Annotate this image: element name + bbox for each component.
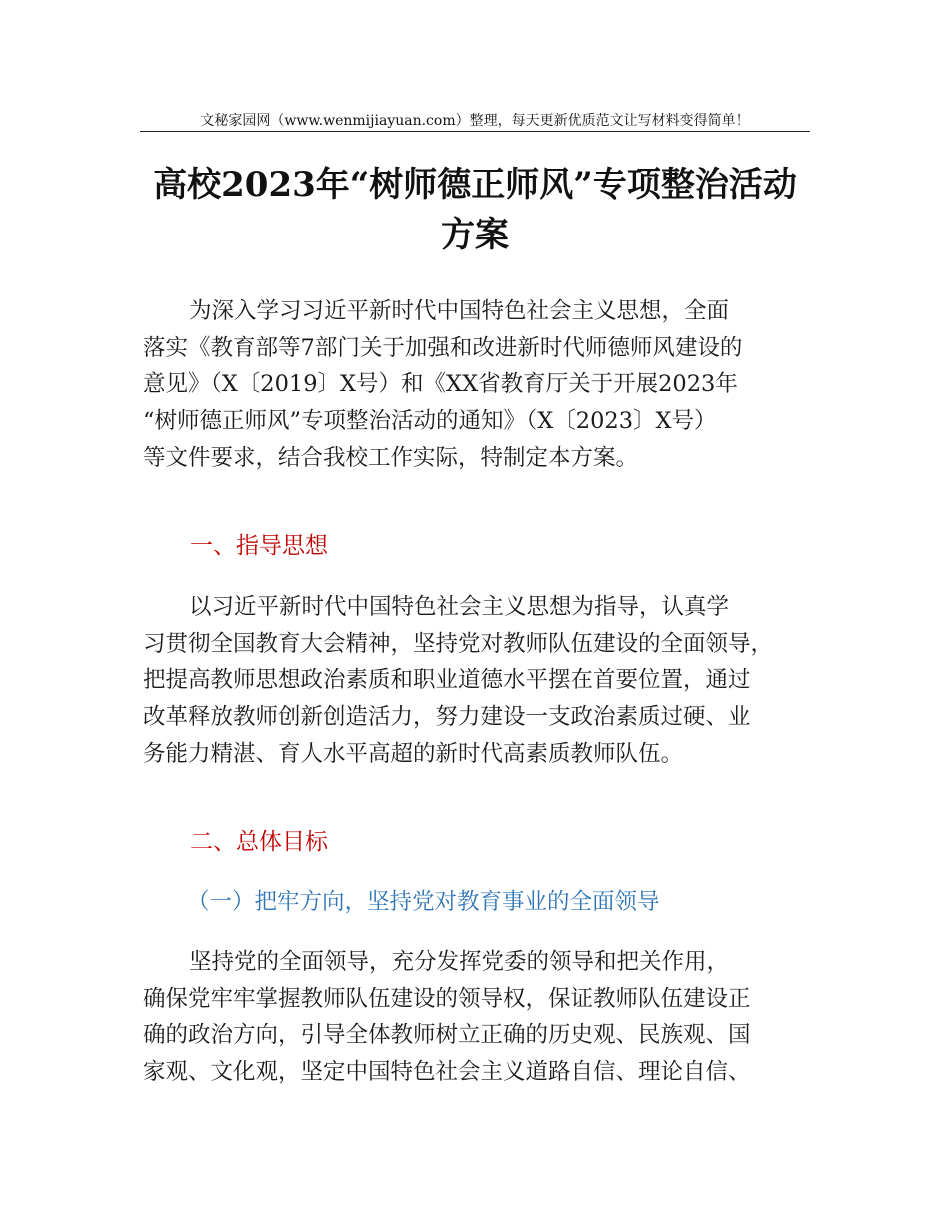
paragraph-line: 把提高教师思想政治素质和职业道德水平摆在首要位置，通过: [143, 667, 751, 694]
paragraph-line: 等文件要求，结合我校工作实际，特制定本方案。: [143, 444, 639, 471]
paragraph-line: 确保党牢牢掌握教师队伍建设的领导权，保证教师队伍建设正: [143, 985, 751, 1012]
section-heading-overall-goals: 二、总体目标: [190, 829, 328, 855]
page-header-text: 文秘家园网（www.wenmijiayuan.com）整理，每天更新优质范文让写材料变得简单！: [200, 113, 750, 129]
section-heading-guiding-ideology: 一、指导思想: [190, 533, 328, 559]
paragraph-line: 坚持党的全面领导，充分发挥党委的领导和把关作用，: [189, 949, 730, 975]
title-line-1: 高校2023年“树师德正师风”专项整治活动: [153, 165, 797, 205]
paragraph-line: 落实《教育部等7部门关于加强和改进新时代师德师风建设的: [143, 334, 743, 361]
paragraph-line: 意见》（X〔2019〕X号）和《XX省教育厅关于开展2023年: [143, 371, 738, 398]
paragraph-line: 确的政治方向，引导全体教师树立正确的历史观、民族观、国: [143, 1022, 751, 1049]
intro-paragraph: [143, 293, 823, 477]
document-title: [100, 160, 850, 260]
header-divider: [140, 131, 810, 132]
subsection-heading-direction: （一）把牢方向，坚持党对教育事业的全面领导: [187, 889, 660, 915]
guiding-ideology-paragraph: [143, 589, 823, 773]
paragraph-line: 务能力精湛、育人水平高超的新时代高素质教师队伍。: [143, 740, 684, 767]
paragraph-line: 为深入学习习近平新时代中国特色社会主义思想，全面: [189, 298, 730, 324]
paragraph-line: 习贯彻全国教育大会精神，坚持党对教师队伍建设的全面领导，: [143, 630, 774, 657]
title-line-2: 方案: [441, 215, 509, 255]
paragraph-line: 以习近平新时代中国特色社会主义思想为指导，认真学: [189, 594, 730, 620]
paragraph-line: “树师德正师风”专项整治活动的通知》（X〔2023〕X号）: [143, 408, 717, 435]
paragraph-line: 家观、文化观，坚定中国特色社会主义道路自信、理论自信、: [143, 1059, 751, 1086]
overall-goals-paragraph: [143, 944, 823, 1091]
paragraph-line: 改革释放教师创新创造活力，努力建设一支政治素质过硬、业: [143, 704, 751, 731]
